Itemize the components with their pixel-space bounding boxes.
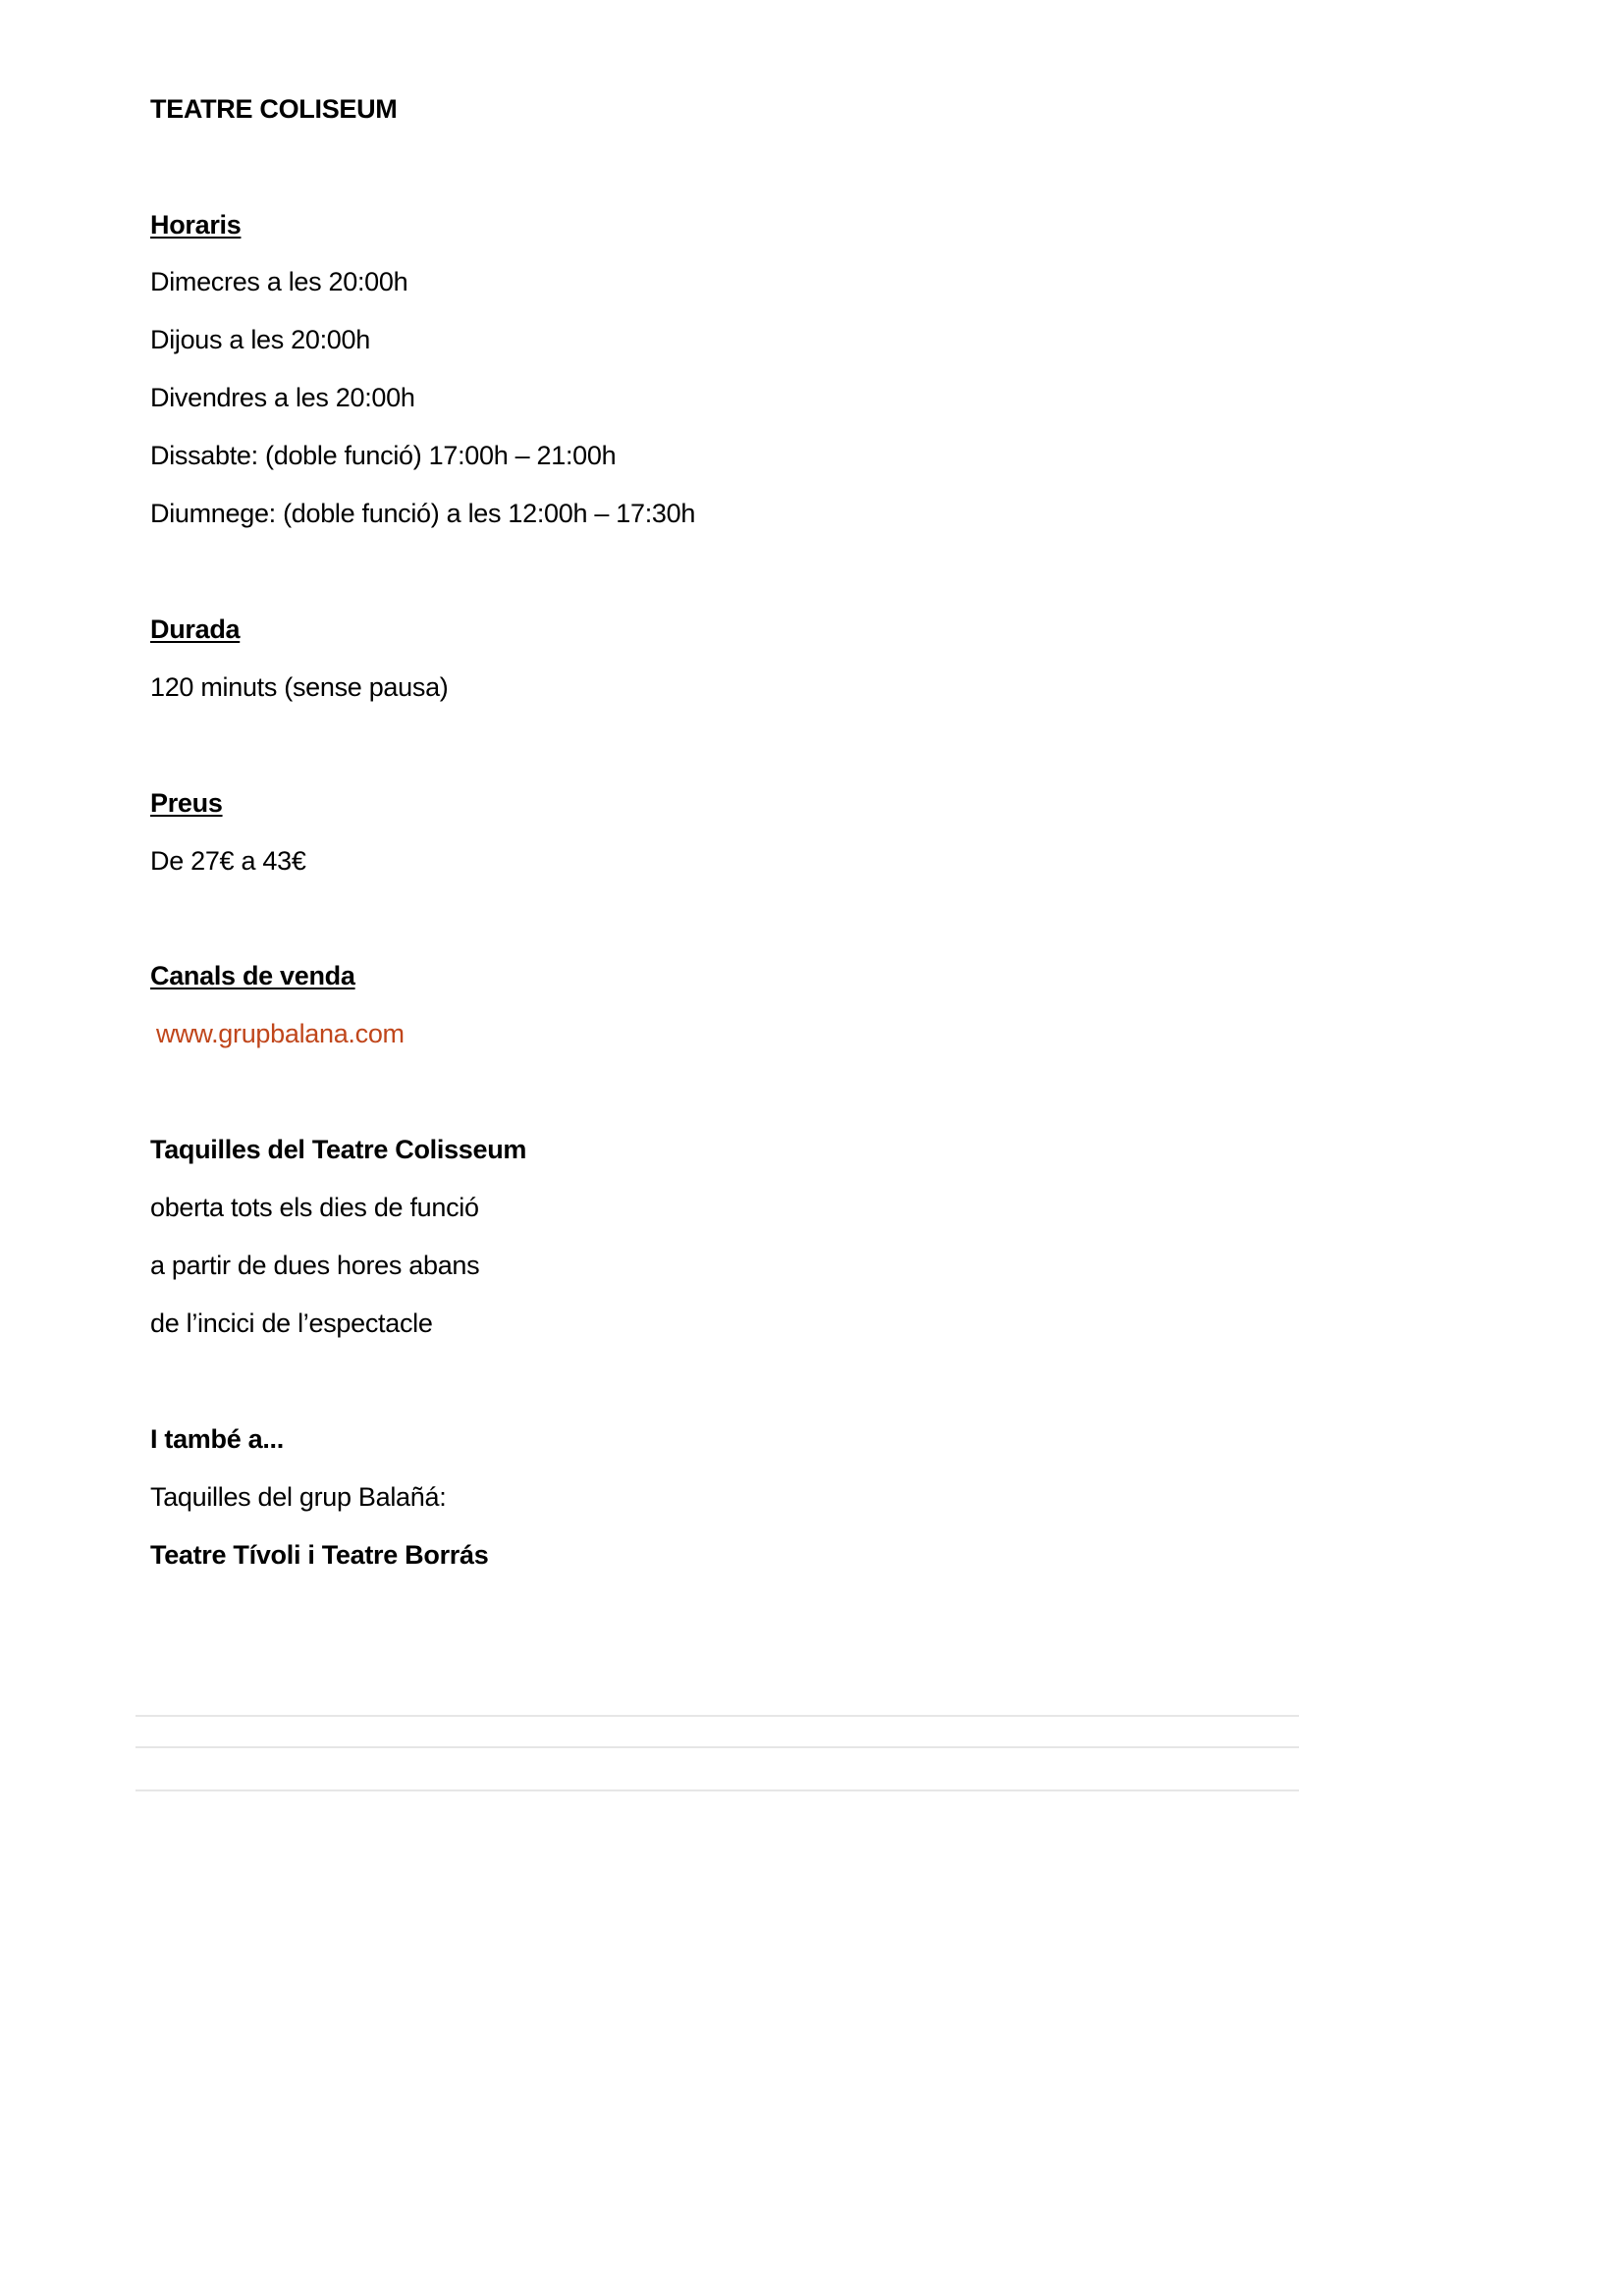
grupbalana-link[interactable]: www.grupbalana.com [156,1019,405,1048]
durada-heading: Durada [150,614,241,644]
taquilles-line: a partir de dues hores abans [150,1251,480,1280]
tambe-venues: Teatre Tívoli i Teatre Borrás [150,1540,489,1570]
taquilles-line: oberta tots els dies de funció [150,1193,479,1222]
taquilles-line: de l’incici de l’espectacle [150,1308,433,1338]
horaris-line: Divendres a les 20:00h [150,383,415,412]
horaris-line: Dimecres a les 20:00h [150,267,408,296]
horaris-line: Diumnege: (doble funció) a les 12:00h – 17:30h [150,499,696,528]
tambe-heading: I també a... [150,1424,284,1454]
preus-text: De 27€ a 43€ [150,846,306,876]
canals-heading: Canals de venda [150,961,355,990]
preus-heading: Preus [150,788,223,818]
tambe-text: Taquilles del grup Balañá: [150,1482,447,1512]
divider [135,1715,1299,1717]
horaris-heading: Horaris [150,210,242,240]
durada-text: 120 minuts (sense pausa) [150,672,449,702]
taquilles-heading: Taquilles del Teatre Colisseum [150,1135,527,1164]
horaris-line: Dijous a les 20:00h [150,325,370,354]
document-title: TEATRE COLISEUM [150,94,398,124]
divider [135,1789,1299,1791]
divider [135,1746,1299,1748]
horaris-line: Dissabte: (doble funció) 17:00h – 21:00h [150,441,617,470]
